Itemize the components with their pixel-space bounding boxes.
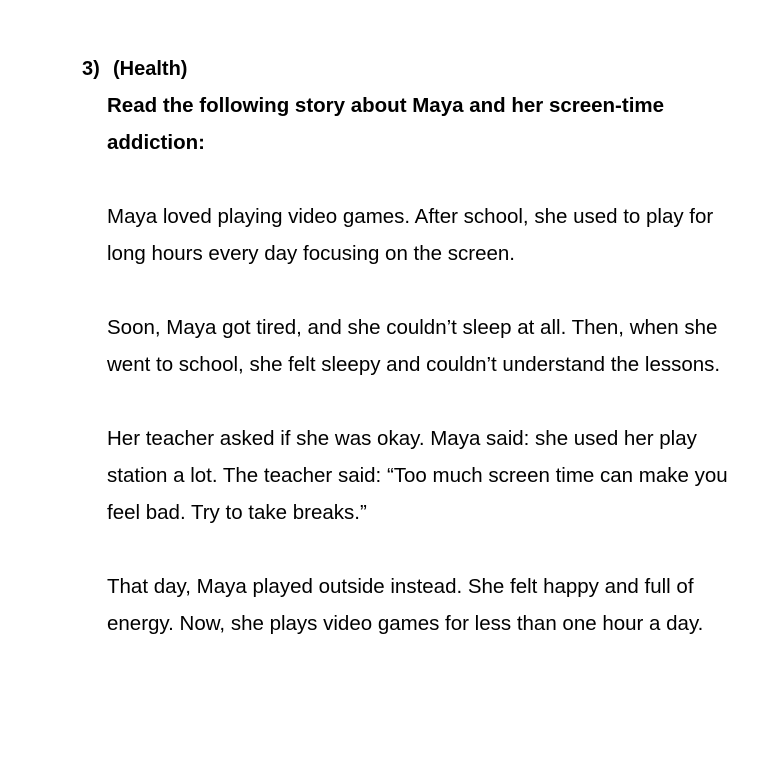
question-header (82, 56, 187, 82)
question-subject: (Health) (113, 58, 188, 80)
question-instruction: Read the following story about Maya and her screen-time addiction: (107, 94, 665, 154)
story-paragraph-4: That day, Maya played outside instead. She felt happy and full of energy. Now, she plays video games for less than one hour a day. (107, 575, 704, 635)
question-number: 3) (82, 58, 100, 80)
story-paragraph-3: Her teacher asked if she was okay. Maya said: she used her play station a lot. The teacher said: “Too much screen time can make you feel bad. Try to take breaks.” (107, 427, 728, 524)
question-content (107, 87, 747, 642)
story-paragraph-2: Soon, Maya got tired, and she couldn’t sleep at all. Then, when she went to school, she felt sleepy and couldn’t understand the lessons. (107, 316, 721, 376)
story-paragraph-1: Maya loved playing video games. After school, she used to play for long hours every day focusing on the screen. (107, 205, 714, 265)
